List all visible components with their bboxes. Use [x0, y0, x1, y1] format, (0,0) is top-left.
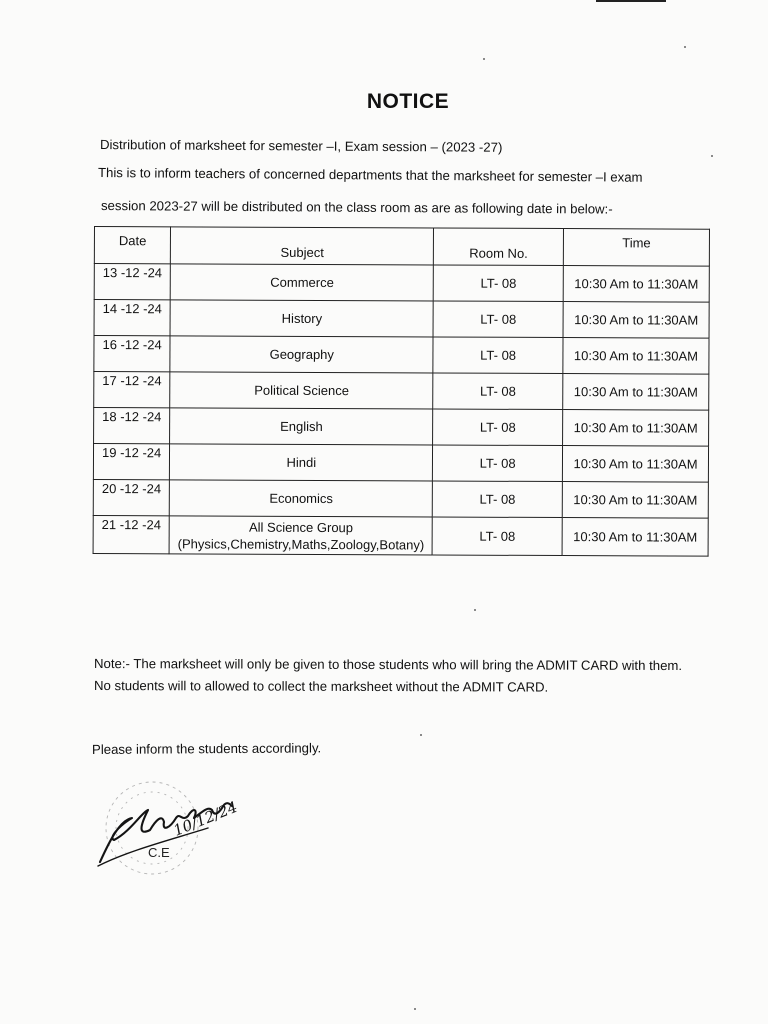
scan-speck: [483, 58, 485, 60]
intro-line: Distribution of marksheet for semester –I, Exam session – (2023 -27): [99, 137, 503, 155]
row-date: 20 -12 -24: [93, 479, 170, 515]
row-subject: Economics: [170, 480, 433, 517]
row-room: LT- 08: [432, 481, 562, 518]
row-time: 10:30 Am to 11:30AM: [563, 302, 709, 339]
scan-speck: [420, 734, 422, 736]
scan-speck: [711, 155, 713, 157]
table-row: [93, 444, 708, 483]
row-time: 10:30 Am to 11:30AM: [562, 482, 708, 519]
scan-speck: [684, 46, 686, 48]
row-room: LT- 08: [433, 301, 563, 338]
row-time: 10:30 Am to 11:30AM: [563, 338, 709, 375]
row-subject: Commerce: [171, 264, 434, 301]
row-room: LT- 08: [432, 517, 562, 556]
row-time: 10:30 Am to 11:30AM: [562, 518, 708, 557]
table-row: [94, 300, 709, 339]
closing-line: Please inform the students accordingly.: [91, 740, 322, 757]
row-room: LT- 08: [433, 409, 563, 446]
row-subject: Hindi: [170, 444, 433, 481]
scan-speck: [414, 1008, 416, 1010]
row-room: LT- 08: [433, 373, 563, 410]
header-time: Time: [563, 229, 709, 267]
table-header-row: [94, 227, 709, 267]
body-line-2: session 2023-27 will be distributed on the class room as are as following date in below:-: [100, 198, 613, 217]
row-time: 10:30 Am to 11:30AM: [563, 266, 709, 303]
row-date: 16 -12 -24: [94, 336, 171, 372]
row-date: 18 -12 -24: [94, 408, 171, 444]
row-date: 14 -12 -24: [94, 300, 171, 336]
row-subject-line-2: (Physics,Chemistry,Maths,Zoology,Botany): [177, 535, 425, 552]
row-subject: [169, 516, 432, 555]
row-subject: Geography: [170, 336, 433, 373]
header-room: Room No.: [434, 228, 564, 266]
signature-date: [171, 798, 240, 840]
header-date: Date: [94, 227, 171, 264]
signature-stamp: [90, 770, 260, 880]
row-room: LT- 08: [433, 445, 563, 482]
scan-edge-line: [596, 0, 666, 2]
table-row: [94, 264, 709, 303]
row-date: 19 -12 -24: [93, 444, 170, 480]
row-date: 13 -12 -24: [94, 264, 171, 300]
table-row: [93, 515, 708, 556]
row-subject: History: [170, 300, 433, 337]
row-room: LT- 08: [433, 265, 563, 302]
table-row: [93, 479, 708, 518]
row-time: 10:30 Am to 11:30AM: [563, 410, 709, 447]
table-row: [94, 408, 709, 447]
notice-title: NOTICE: [366, 90, 450, 113]
note-line-1: Note:- The marksheet will only be given to those students who will bring the ADMIT CARD with them.: [93, 656, 683, 674]
table-row: [94, 372, 709, 411]
body-line-1: This is to inform teachers of concerned departments that the marksheet for semester –I exam: [97, 165, 643, 185]
note-line-2: No students will to allowed to collect the marksheet without the ADMIT CARD.: [93, 678, 549, 695]
row-room: LT- 08: [433, 337, 563, 374]
row-time: 10:30 Am to 11:30AM: [563, 374, 709, 411]
schedule-table: [93, 226, 710, 557]
signature-designation-text: C.E: [148, 845, 170, 860]
row-time: 10:30 Am to 11:30AM: [562, 446, 708, 483]
schedule-table-wrapper: [93, 226, 710, 557]
signature-designation: [148, 845, 170, 860]
scan-speck: [474, 609, 476, 611]
header-subject: Subject: [171, 227, 434, 265]
row-date: 21 -12 -24: [93, 515, 170, 553]
row-date: 17 -12 -24: [94, 372, 171, 408]
row-subject: Political Science: [170, 372, 433, 409]
table-row: [94, 336, 709, 375]
row-subject-line-1: All Science Group: [248, 519, 354, 535]
row-subject: English: [170, 408, 433, 445]
signature-date-text: 10/12/24: [170, 797, 240, 840]
